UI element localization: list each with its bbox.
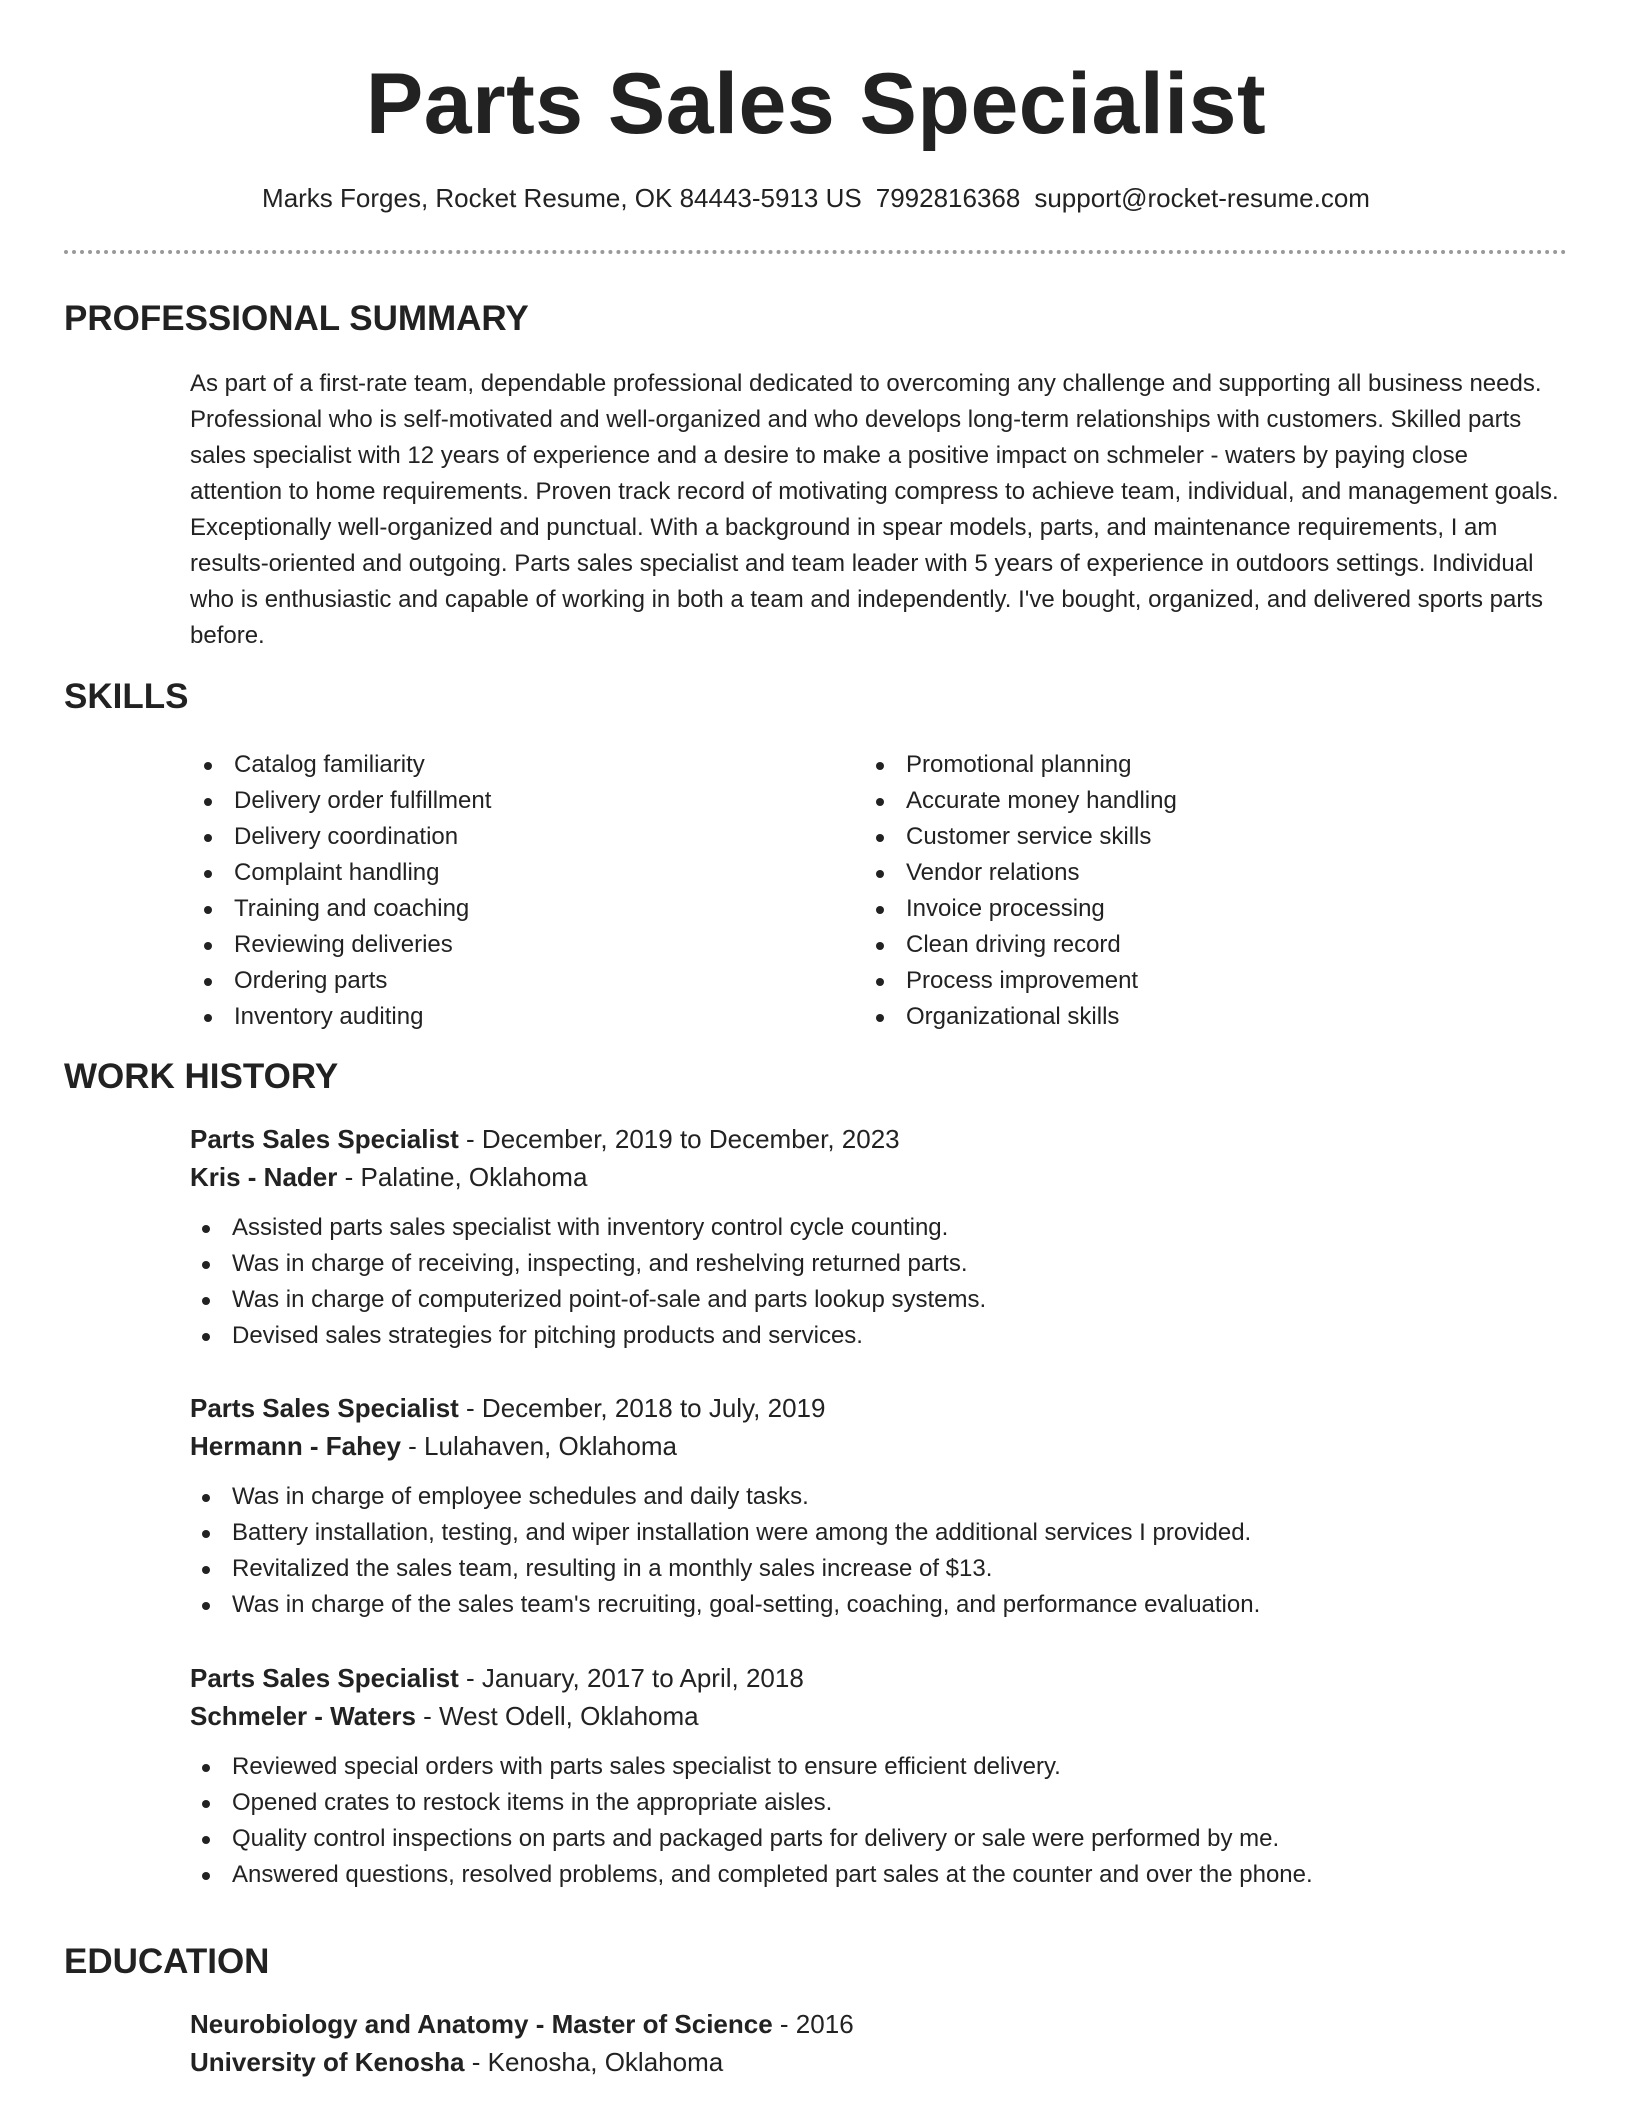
skill-item: Delivery coordination xyxy=(190,819,491,855)
duty-item: Assisted parts sales specialist with inventory control cycle counting. xyxy=(188,1210,1560,1246)
job-title-line xyxy=(190,1659,1560,1697)
skill-item: Accurate money handling xyxy=(862,783,1177,819)
job-entry xyxy=(190,1120,1560,1354)
contact-line xyxy=(0,180,1632,216)
job-company: Schmeler - Waters xyxy=(190,1701,416,1731)
job-duties-list xyxy=(188,1210,1560,1354)
work-history-heading: WORK HISTORY xyxy=(64,1057,339,1096)
job-entry xyxy=(190,1659,1560,1893)
skill-item: Inventory auditing xyxy=(190,999,491,1035)
skill-item: Process improvement xyxy=(862,963,1177,999)
skill-item: Customer service skills xyxy=(862,819,1177,855)
job-duties-list xyxy=(188,1479,1560,1623)
job-title: Parts Sales Specialist xyxy=(190,1393,459,1423)
duty-item: Quality control inspections on parts and packaged parts for delivery or sale were performed by me. xyxy=(188,1821,1560,1857)
duty-item: Was in charge of the sales team's recruiting, goal-setting, coaching, and performance evaluation. xyxy=(188,1587,1560,1623)
summary-text: As part of a first-rate team, dependable professional dedicated to overcoming any challenge and supporting all business needs. Professional who is self-motivated and well-organized and who develops long-term relationships with customers. Skilled parts sales specialist with 12 years of experience and a desire to make a positive impact on schmeler - waters by paying close attention to home requirements. Proven track record of motivating compress to achieve team, individual, and management goals. Exceptionally well-organized and punctual. With a background in spear models, parts, and maintenance requirements, I am results-oriented and outgoing. Parts sales specialist and team leader with 5 years of experience in outdoors settings. Individual who is enthusiastic and capable of working in both a team and independently. I've bought, organized, and delivered sports parts before. xyxy=(190,370,1559,649)
school-name: University of Kenosha xyxy=(190,2047,465,2077)
school-location: - Kenosha, Oklahoma xyxy=(464,2047,724,2077)
job-company-line xyxy=(190,1697,1560,1735)
duty-item: Opened crates to restock items in the appropriate aisles. xyxy=(188,1785,1560,1821)
skill-item: Reviewing deliveries xyxy=(190,927,491,963)
duty-item: Battery installation, testing, and wiper installation were among the additional services I provided. xyxy=(188,1515,1560,1551)
job-location: - Lulahaven, Oklahoma xyxy=(400,1431,677,1461)
duty-item: Reviewed special orders with parts sales specialist to ensure efficient delivery. xyxy=(188,1749,1560,1785)
education-heading: EDUCATION xyxy=(64,1942,270,1981)
skills-list-right xyxy=(862,747,1177,1035)
school-line xyxy=(190,2043,1560,2081)
skill-item: Ordering parts xyxy=(190,963,491,999)
skill-item: Promotional planning xyxy=(862,747,1177,783)
job-dates: - January, 2017 to April, 2018 xyxy=(458,1663,804,1693)
skill-item: Complaint handling xyxy=(190,855,491,891)
job-title-line xyxy=(190,1120,1560,1158)
job-title: Parts Sales Specialist xyxy=(190,1124,459,1154)
degree-year: - 2016 xyxy=(772,2009,854,2039)
skill-item: Clean driving record xyxy=(862,927,1177,963)
job-duties-list xyxy=(188,1749,1560,1893)
contact-phone: 7992816368 xyxy=(875,183,1021,213)
skill-item: Catalog familiarity xyxy=(190,747,491,783)
contact-address: Marks Forges, Rocket Resume, OK 84443-5913 US xyxy=(262,183,862,213)
duty-item: Was in charge of receiving, inspecting, and reshelving returned parts. xyxy=(188,1246,1560,1282)
duty-item: Revitalized the sales team, resulting in a monthly sales increase of $13. xyxy=(188,1551,1560,1587)
page-title: Parts Sales Specialist xyxy=(365,56,1267,152)
skill-item: Invoice processing xyxy=(862,891,1177,927)
job-location: - West Odell, Oklahoma xyxy=(415,1701,699,1731)
contact-email: support@rocket-resume.com xyxy=(1034,183,1370,213)
skill-item: Vendor relations xyxy=(862,855,1177,891)
duty-item: Was in charge of employee schedules and daily tasks. xyxy=(188,1479,1560,1515)
education-entry xyxy=(190,2005,1560,2081)
skills-heading: SKILLS xyxy=(64,677,189,716)
job-entry xyxy=(190,1389,1560,1623)
degree: Neurobiology and Anatomy - Master of Science xyxy=(190,2009,773,2039)
job-dates: - December, 2019 to December, 2023 xyxy=(458,1124,900,1154)
job-company: Kris - Nader xyxy=(190,1162,338,1192)
job-location: - Palatine, Oklahoma xyxy=(337,1162,588,1192)
job-title-line xyxy=(190,1389,1560,1427)
duty-item: Answered questions, resolved problems, and completed part sales at the counter and over the phone. xyxy=(188,1857,1560,1893)
duty-item: Devised sales strategies for pitching products and services. xyxy=(188,1318,1560,1354)
skill-item: Delivery order fulfillment xyxy=(190,783,491,819)
job-dates: - December, 2018 to July, 2019 xyxy=(458,1393,826,1423)
skills-list-left xyxy=(190,747,491,1035)
job-company-line xyxy=(190,1427,1560,1465)
job-title: Parts Sales Specialist xyxy=(190,1663,459,1693)
job-company-line xyxy=(190,1158,1560,1196)
duty-item: Was in charge of computerized point-of-sale and parts lookup systems. xyxy=(188,1282,1560,1318)
header-divider xyxy=(64,250,1567,254)
degree-line xyxy=(190,2005,1560,2043)
job-company: Hermann - Fahey xyxy=(190,1431,401,1461)
skill-item: Training and coaching xyxy=(190,891,491,927)
skill-item: Organizational skills xyxy=(862,999,1177,1035)
summary-heading: PROFESSIONAL SUMMARY xyxy=(64,299,529,338)
